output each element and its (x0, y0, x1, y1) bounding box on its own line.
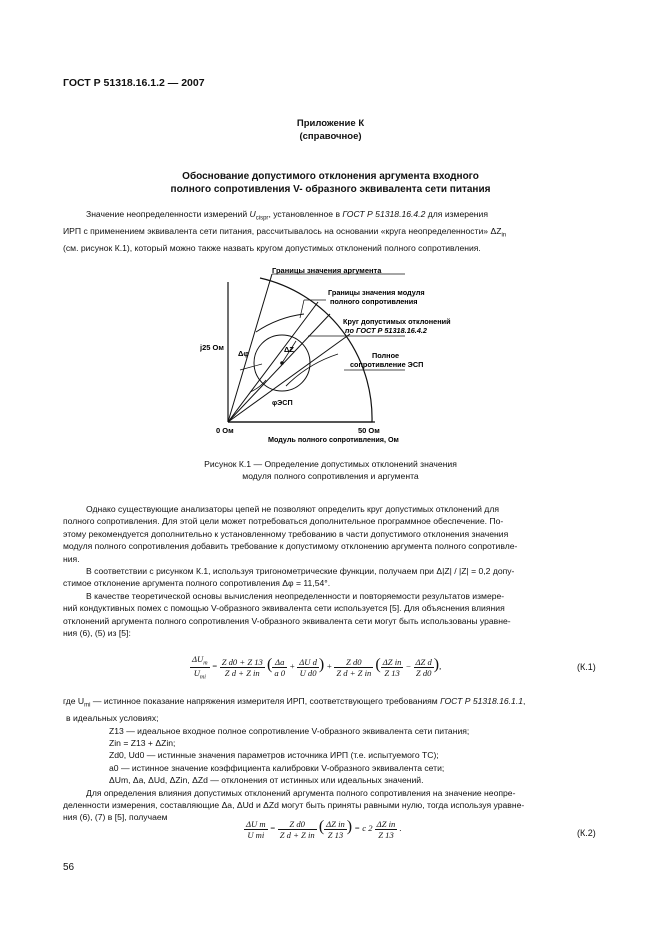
eq2-term1: $\frac{\text{Z d0}}{\text{Z d + Z in}}$ (279, 818, 315, 840)
intro-line-2: ИРП с применением эквивалента сети питания, рассчитывалось на основании «круга неопределенности» $\Delta Z_{in}$ (63, 226, 507, 239)
label-mod-bounds-1: Границы значения модуля (328, 288, 425, 297)
figure-caption-line2: модуля полного сопротивления и аргумента (242, 471, 419, 481)
p4-line-2: деленности измерения, составляющие Δa, ΔUd и ΔZd могут быть приняты равными нулю, тогда используя уравне- (63, 799, 525, 810)
p1-line-3: этому рекомендуется дополнительно к установленному требованию в части допустимого отклонения значения (63, 528, 509, 539)
equation-k1-number: (К.1) (577, 662, 596, 672)
where-line-2: в идеальных условиях; (66, 713, 159, 724)
equation-k2: $\frac{\text{ΔU m}}{\text{U mi}}$ = $\frac{\text{Z d0}}{\text{Z d + Z in}}$ ( $\frac{\text{ΔZ in}}{Z 13}$ ) = c 2 $\frac{\text{ΔZ in}}{Z 13}$ . (246, 818, 402, 840)
intro-paragraph (63, 208, 598, 255)
p3-line-1: В качестве теоретической основы вычисления неопределенности и повторяемости результатов измере- (86, 590, 505, 601)
eq1-term2: $\frac{\Delta a}{a 0}$ (274, 656, 286, 678)
where-line-4: Zin = Z13 + ΔZin; (109, 737, 176, 748)
page-number: 56 (63, 862, 75, 873)
p4-line-1: Для определения влияния допустимых отклонений аргумента полного сопротивления на значение неопре- (86, 787, 516, 798)
label-mod-bounds-2: полного сопротивления (330, 297, 418, 306)
eq2-term2: $\frac{\text{ΔZ in}}{Z 13}$ (326, 818, 345, 840)
eq1-term3: $\frac{\text{ΔU d}}{\text{U d0}}$ (299, 656, 317, 678)
section-title-line1: Обоснование допустимого отклонения аргумента входного (182, 171, 479, 182)
delta-phi-arrow (240, 364, 262, 370)
label-delta-z: ΔZ (284, 345, 294, 354)
p3-line-4: ния (6), (5) из [5]: (63, 628, 131, 639)
label-delta-phi: Δφ (238, 349, 249, 358)
body-paragraphs (63, 503, 598, 639)
label-origin: 0 Ом (216, 426, 234, 435)
eq1-lhs: $\frac{\Delta U_m}{U_{mi}}$ (192, 654, 208, 681)
p3-line-3: отклонений аргумента полного сопротивления V-образного эквивалента сети могут быть использованы уравне- (63, 615, 511, 626)
label-full-2: сопротивление ЭСП (350, 360, 424, 369)
eq2-lhs: $\frac{\text{ΔU m}}{\text{U mi}}$ (246, 818, 266, 840)
figure-caption-line1: Рисунок К.1 — Определение допустимых отклонений значения (204, 459, 457, 469)
p1-line-5: ния. (63, 553, 80, 564)
where-block (63, 695, 598, 824)
label-circle-2: по ГОСТ Р 51318.16.4.2 (345, 326, 427, 335)
arg-bound-line-1 (228, 274, 272, 422)
label-x-value: 50 Ом (358, 426, 380, 435)
appendix-title: Приложение К (296, 118, 365, 129)
label-arg-bounds: Границы значения аргумента (272, 266, 382, 275)
document-header: ГОСТ Р 51318.16.1.2 — 2007 (63, 77, 205, 89)
appendix-subtitle: (справочное) (299, 131, 362, 142)
eq1-term5: $\frac{\text{ΔZ in}}{Z 13}$ (382, 656, 402, 678)
mod-bound-arc-1 (256, 314, 304, 332)
mod-bound-arc-2 (286, 354, 338, 386)
equation-k2-number: (К.2) (577, 828, 596, 838)
where-line-1: где $U_{mi}$ — истинное показание напряжения измерителя ИРП, соответствующего требованиям ГОСТ Р 51318.16.1.1, (63, 696, 526, 709)
eq2-term3: $\frac{\text{ΔZ in}}{Z 13}$ (376, 818, 396, 840)
where-line-7: ΔUm, Δa, ΔUd, ΔZin, ΔZd — отклонения от истинных или идеальных значений. (109, 775, 424, 786)
intro-line-3: (см. рисунок К.1), который можно также назвать кругом допустимых отклонений полного сопротивления. (63, 243, 481, 254)
label-circle-1: Круг допустимых отклонений (343, 317, 451, 326)
impedance-diagram (200, 262, 460, 447)
p1-line-4: модуля полного сопротивления добавить требование к допустимому отклонению аргумента полного сопротивле- (63, 541, 518, 552)
p2-line-1: В соответствии с рисунком К.1, используя тригонометрические функции, получаем при Δ|Z| / |Z| = 0,2 допу- (86, 566, 515, 577)
where-line-6: a0 — истинное значение коэффициента калибровки V-образного эквивалента сети; (109, 762, 445, 773)
label-y-value: j25 Ом (200, 343, 224, 352)
where-line-5: Zd0, Ud0 — истинные значения параметров источника ИРП (т.е. испытуемого ТС); (109, 750, 439, 761)
p1-line-1: Однако существующие анализаторы цепей не позволяют определить круг допустимых отклонений для (86, 504, 499, 514)
p4-line-3: ния (6), (7) в [5], получаем (63, 812, 168, 823)
label-full-1: Полное (372, 351, 400, 360)
intro-line-1: Значение неопределенности измерений $U_{cispr}$, установленное в ГОСТ Р 51318.16.4.2 для измерения (86, 209, 489, 222)
eq1-term1: $\frac{\text{Z d0 + Z 13}}{\text{Z d + Z in}}$ (221, 656, 263, 678)
eq2-middle: = c 2 (354, 823, 373, 833)
p3-line-2: ний кондуктивных помех с помощью V-образного эквивалента сети используется [5]. Для объяснения влияния (63, 603, 505, 614)
where-line-3: Z13 — идеальное входное полное сопротивление V-образного эквивалента сети питания; (109, 725, 470, 736)
eq1-term6: $\frac{\text{ΔZ d}}{\text{Z d0}}$ (415, 656, 432, 678)
p1-line-2: полного сопротивления. Для этой цели может потребоваться дополнительное программное обеспечение. По- (63, 516, 504, 527)
eq1-term4: $\frac{\text{Z d0}}{\text{Z d + Z in}}$ (336, 656, 372, 678)
leader-mod-bounds-2 (300, 300, 304, 318)
section-title-line2: полного сопротивления V- образного эквивалента сети питания (170, 184, 491, 195)
label-x-axis: Модуль полного сопротивления, Ом (268, 435, 399, 444)
label-phi-esp: φЭСП (272, 398, 293, 407)
equation-k1: $\frac{\Delta U_m}{U_{mi}}$ = $\frac{\text{Z d0 + Z 13}}{\text{Z d + Z in}}$ ( $\frac{\Delta a}{a 0}$ + $\frac{\text{ΔU d}}{\text{U d0}}$ ) + $\frac{\text{Z d0}}{\text{Z d + Z in}}$ ( $\frac{\text{ΔZ in}}{Z 13}$ − $\frac{\text{ΔZ d}}{\text{Z d0}}$ ), (192, 654, 442, 681)
p2-line-2: стимое отклонение аргумента полного сопротивления Δφ = 11,54°. (63, 578, 331, 589)
